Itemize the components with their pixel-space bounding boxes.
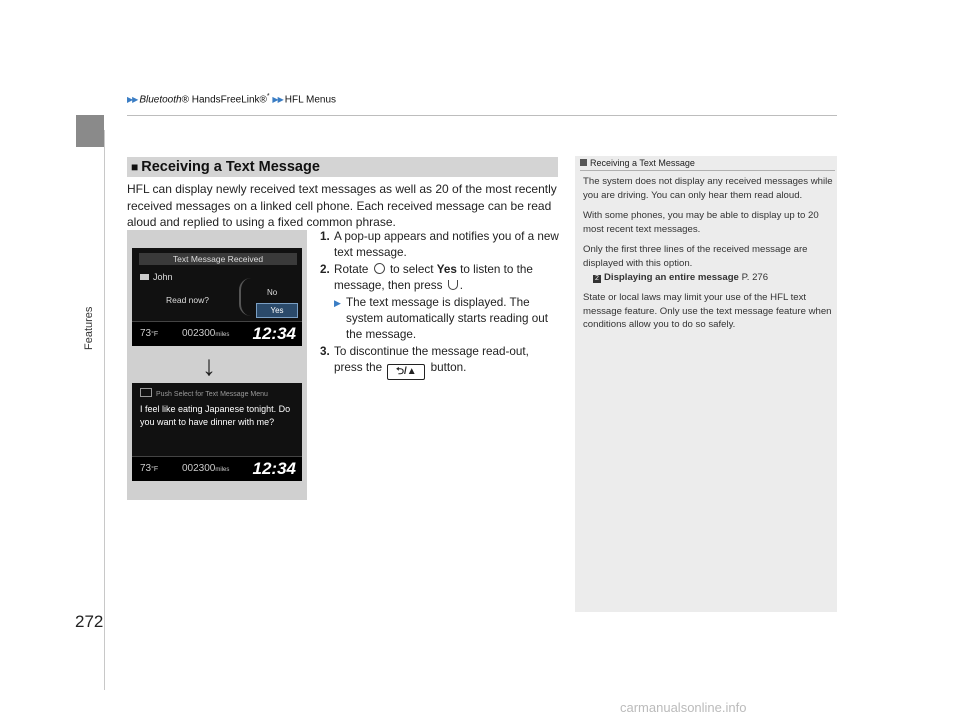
screen-text-received (132, 248, 302, 346)
notes-content (583, 175, 833, 339)
breadcrumb-asterisk: * (266, 93, 270, 100)
step-3 (320, 344, 560, 380)
screen1-sender-name: John (153, 272, 173, 282)
envelope-icon (140, 274, 149, 280)
screen1-prompt: Read now? (166, 295, 210, 305)
screen1-temp-unit: °F (151, 331, 159, 338)
note-paragraph: With some phones, you may be able to display up to 20 most recent text messages. (583, 210, 819, 235)
breadcrumb-hfl-menus: HFL Menus (284, 94, 337, 106)
screen2-odometer (182, 463, 229, 474)
screen2-clock: 12:34 (252, 459, 296, 478)
screen2-odometer-value: 002300 (182, 463, 216, 474)
display-illustration-panel (127, 230, 307, 500)
step-result-text: The text message is displayed. The system automatically starts reading out the message. (346, 295, 549, 342)
breadcrumb-bluetooth: Bluetooth (139, 94, 182, 106)
screen2-message: I feel like eating Japanese tonight. Do you want to have dinner with me? (140, 404, 291, 427)
notes-rule (580, 170, 835, 171)
step-text-pre: To discontinue the message read-out, press the (334, 344, 529, 375)
breadcrumb-handsfreelink: ® HandsFreeLink® (181, 94, 267, 106)
notes-title (580, 158, 695, 168)
screen1-temp-value: 73 (140, 328, 152, 339)
chapter-label: Features (83, 306, 95, 350)
screen2-temp (140, 463, 158, 474)
breadcrumb-arrow-icon: ▶▶ (127, 95, 138, 105)
screen1-title: Text Message Received (139, 253, 297, 265)
step-number: 3. (320, 344, 330, 358)
intro-paragraph: HFL can display newly received text messages as well as 20 of the most recently received messages on a linked cell phone. Each received message can be read aloud and replied to using a fixed common phrase. (127, 182, 557, 230)
screen1-odometer-unit: miles (215, 332, 230, 338)
header-rule (127, 115, 837, 116)
screen2-temp-value: 73 (140, 463, 152, 474)
step-text-pre: Rotate (334, 262, 369, 276)
step-text-post: button. (430, 361, 467, 375)
screen1-option-no: No (267, 288, 278, 297)
step-number: 2. (320, 262, 330, 276)
steps-list (320, 229, 560, 380)
note-paragraph: State or local laws may limit your use of the HFL text message feature. Only use the text message feature when conditions allow you to do so safely. (583, 292, 832, 331)
screen1-sender (140, 272, 173, 282)
screen1-temp (140, 328, 158, 339)
step-2-result (334, 295, 560, 344)
heading-square-icon: ■ (131, 160, 139, 174)
section-heading-text: Receiving a Text Message (141, 159, 320, 175)
press-knob-icon (448, 280, 458, 290)
note-paragraph (583, 243, 833, 270)
step-text: A pop-up appears and notifies you of a new text message. (334, 230, 559, 260)
cross-reference-link[interactable] (583, 271, 833, 285)
screen2-title-text: Push Select for Text Message Menu (156, 391, 268, 398)
note-paragraph: The system does not display any received messages while you are driving. You can only hear them read aloud. (583, 176, 833, 201)
breadcrumb (127, 93, 336, 105)
back-button-icon: ⮌/▲ (387, 364, 425, 380)
step-text-mid: to select (389, 262, 434, 276)
breadcrumb-arrow-icon: ▶▶ (272, 95, 283, 105)
sidebar-divider (104, 130, 105, 690)
screen2-odometer-unit: miles (215, 467, 230, 473)
section-heading (127, 157, 558, 177)
menu-icon (140, 388, 152, 397)
screen1-odometer-value: 002300 (182, 328, 216, 339)
step-text-end: . (459, 279, 463, 293)
step-1 (320, 229, 560, 262)
step-yes-label: Yes (436, 262, 457, 276)
result-arrow-icon: ▶ (334, 297, 341, 308)
screen-message-display (132, 383, 302, 481)
chapter-tab-marker (76, 115, 104, 147)
screen2-temp-unit: °F (151, 466, 159, 473)
screen1-curve-decoration (239, 278, 255, 316)
down-arrow-icon: ↓ (202, 350, 216, 381)
screen1-option-yes: Yes (256, 303, 298, 318)
notes-title-text: Receiving a Text Message (590, 158, 695, 168)
screen2-title (140, 388, 268, 398)
page-number: 272 (75, 612, 104, 631)
screen2-footer (132, 456, 302, 481)
screen1-clock: 12:34 (252, 324, 296, 343)
reference-icon: 2 (593, 275, 601, 283)
watermark-text: carmanualsonline.info (620, 700, 747, 715)
step-text-post: to listen to the message, then press (334, 262, 533, 293)
step-2 (320, 262, 560, 344)
step-number: 1. (320, 230, 330, 243)
screen1-odometer (182, 328, 229, 339)
note-marker-icon (580, 159, 587, 166)
reference-page: P. 276 (741, 271, 769, 283)
screen1-footer (132, 321, 302, 346)
selector-knob-icon (374, 263, 385, 274)
reference-title: Displaying an entire message (604, 271, 739, 283)
note-paragraph-text: Only the first three lines of the received message are displayed with this option. (583, 244, 808, 269)
